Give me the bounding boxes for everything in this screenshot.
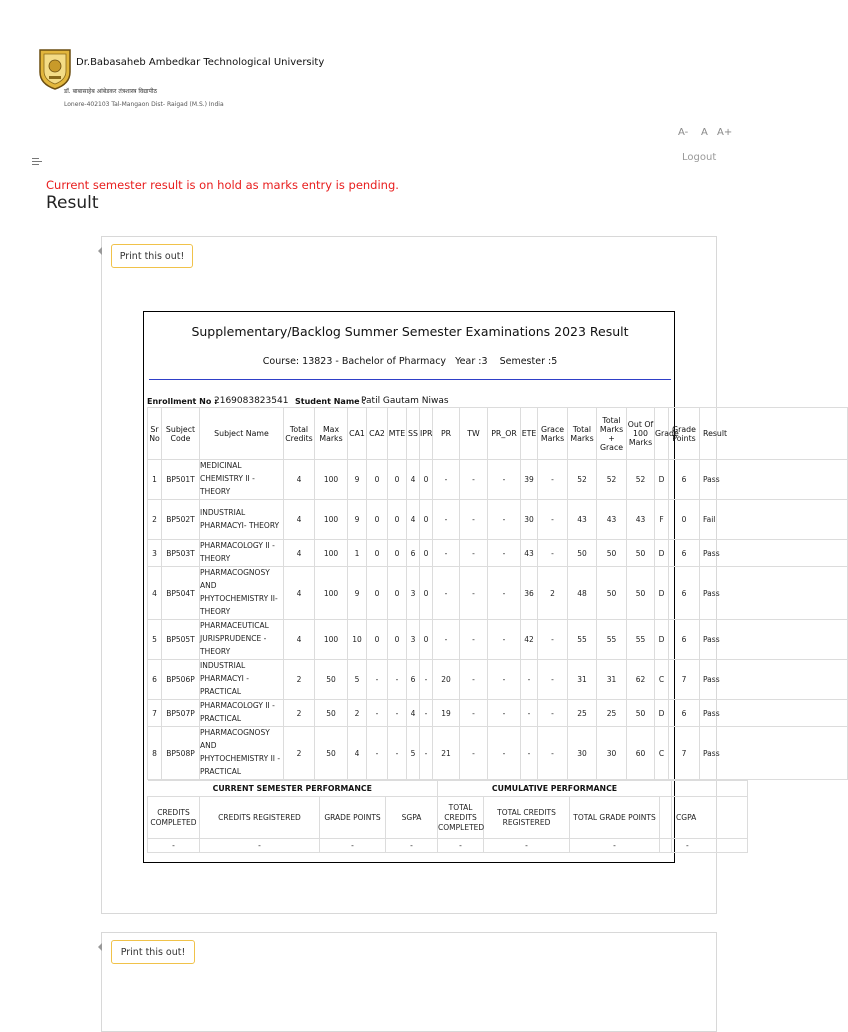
- cell: 5: [407, 727, 420, 780]
- cell: 100: [315, 567, 348, 620]
- cell: 43: [627, 500, 655, 540]
- perf-header: TOTAL CREDITS COMPLETED: [438, 797, 484, 839]
- perf-value: -: [570, 839, 660, 853]
- cell: -: [367, 727, 388, 780]
- cell: 0: [388, 540, 407, 567]
- col-header: TW: [460, 408, 488, 460]
- cell: 19: [433, 700, 460, 727]
- cell: 4: [407, 460, 420, 500]
- cell: 9: [348, 500, 367, 540]
- perf-value: -: [200, 839, 320, 853]
- cell: 20: [433, 660, 460, 700]
- cell: 2: [148, 500, 162, 540]
- cell: 4: [284, 540, 315, 567]
- perf-value: -: [484, 839, 570, 853]
- cell: F: [655, 500, 669, 540]
- cell: Fail: [700, 500, 848, 540]
- marks-header-row: [148, 408, 848, 460]
- cell: BP506P: [162, 660, 200, 700]
- cell: C: [655, 660, 669, 700]
- cell: Pass: [700, 700, 848, 727]
- cell: PHARMACOLOGY II - THEORY: [200, 540, 284, 567]
- cell: 6: [669, 540, 700, 567]
- cell: 9: [348, 567, 367, 620]
- enrollment-value: 2169083823541: [214, 396, 289, 406]
- cell: 1: [148, 460, 162, 500]
- cell: -: [488, 620, 521, 660]
- cell: 2: [538, 567, 568, 620]
- perf-header: CREDITS REGISTERED: [200, 797, 320, 839]
- table-row: [148, 660, 848, 700]
- font-increase-button[interactable]: A+: [717, 127, 733, 138]
- col-header: PR: [433, 408, 460, 460]
- cell: 39: [521, 460, 538, 500]
- cell: -: [538, 660, 568, 700]
- cell: 31: [597, 660, 627, 700]
- cell: 4: [284, 500, 315, 540]
- cell: 5: [148, 620, 162, 660]
- table-row: [148, 500, 848, 540]
- cell: BP504T: [162, 567, 200, 620]
- cell: -: [420, 660, 433, 700]
- collapse-arrow-icon[interactable]: [98, 247, 102, 255]
- table-row: [148, 540, 848, 567]
- cell: 55: [597, 620, 627, 660]
- cell: D: [655, 620, 669, 660]
- cell: 30: [568, 727, 597, 780]
- cell: 50: [627, 540, 655, 567]
- cell: 7: [669, 727, 700, 780]
- cell: 0: [367, 500, 388, 540]
- cell: 0: [367, 540, 388, 567]
- cell: 8: [148, 727, 162, 780]
- cumulative-performance-heading: CUMULATIVE PERFORMANCE: [438, 781, 672, 797]
- cell: 21: [433, 727, 460, 780]
- cell: INDUSTRIAL PHARMACYI - PRACTICAL: [200, 660, 284, 700]
- cell: 4: [284, 620, 315, 660]
- perf-header: TOTAL CREDITS REGISTERED: [484, 797, 570, 839]
- cell: -: [388, 700, 407, 727]
- cell: 100: [315, 460, 348, 500]
- cell: -: [538, 620, 568, 660]
- cell: 52: [627, 460, 655, 500]
- col-header: Total Marks + Grace: [597, 408, 627, 460]
- cell: -: [388, 727, 407, 780]
- cell: 0: [388, 460, 407, 500]
- cell: 0: [420, 500, 433, 540]
- university-name: Dr.Babasaheb Ambedkar Technological University: [76, 57, 325, 68]
- cell: -: [460, 500, 488, 540]
- cell: MEDICINAL CHEMISTRY II - THEORY: [200, 460, 284, 500]
- cell: 6: [669, 567, 700, 620]
- cell: 3: [148, 540, 162, 567]
- cell: 50: [315, 700, 348, 727]
- perf-header: TOTAL GRADE POINTS: [570, 797, 660, 839]
- cell: BP507P: [162, 700, 200, 727]
- result-card: [101, 932, 717, 1032]
- logout-link[interactable]: Logout: [682, 152, 717, 163]
- cell: BP505T: [162, 620, 200, 660]
- cell: 50: [568, 540, 597, 567]
- cell: -: [460, 540, 488, 567]
- cell: -: [488, 727, 521, 780]
- cell: 100: [315, 500, 348, 540]
- cell: Pass: [700, 540, 848, 567]
- cell: -: [538, 700, 568, 727]
- cell: 50: [315, 727, 348, 780]
- perf-header: GRADE POINTS: [320, 797, 386, 839]
- cell: 0: [388, 500, 407, 540]
- cell: -: [420, 700, 433, 727]
- perf-value: -: [672, 839, 748, 853]
- font-reset-button[interactable]: A: [701, 127, 708, 138]
- col-header: Total Marks: [568, 408, 597, 460]
- cell: 43: [597, 500, 627, 540]
- result-sheet: [143, 311, 728, 863]
- cell: D: [655, 700, 669, 727]
- cell: 25: [597, 700, 627, 727]
- cell: -: [538, 460, 568, 500]
- cell: D: [655, 540, 669, 567]
- cell: -: [488, 700, 521, 727]
- cell: 52: [568, 460, 597, 500]
- cell: D: [655, 567, 669, 620]
- cell: 4: [284, 567, 315, 620]
- cell: 55: [568, 620, 597, 660]
- cell: -: [488, 660, 521, 700]
- cell: 6: [669, 700, 700, 727]
- cell: BP508P: [162, 727, 200, 780]
- perf-value: -: [386, 839, 438, 853]
- cell: -: [433, 460, 460, 500]
- cell: 0: [420, 540, 433, 567]
- cell: 52: [597, 460, 627, 500]
- cell: 4: [348, 727, 367, 780]
- cell: PHARMACOLOGY II - PRACTICAL: [200, 700, 284, 727]
- cell: 0: [420, 460, 433, 500]
- table-row: [148, 460, 848, 500]
- col-header: Grade Points: [669, 408, 700, 460]
- cell: -: [538, 500, 568, 540]
- performance-section-row: [148, 781, 748, 797]
- cell: 3: [407, 620, 420, 660]
- cell: 50: [597, 540, 627, 567]
- cell: 0: [367, 567, 388, 620]
- cell: 0: [669, 500, 700, 540]
- cell: 50: [315, 660, 348, 700]
- col-header: Result: [700, 408, 848, 460]
- enrollment-label: Enrollment No :: [147, 397, 218, 406]
- col-header: Sr No: [148, 408, 162, 460]
- table-row: [148, 727, 848, 780]
- col-header: Max Marks: [315, 408, 348, 460]
- cell: -: [388, 660, 407, 700]
- cell: Pass: [700, 620, 848, 660]
- cell: -: [538, 727, 568, 780]
- cell: -: [460, 700, 488, 727]
- table-row: [148, 620, 848, 660]
- cell: Pass: [700, 460, 848, 500]
- cell: 4: [407, 700, 420, 727]
- cell: 0: [367, 620, 388, 660]
- performance-header-row: [148, 797, 748, 839]
- cell: 3: [407, 567, 420, 620]
- cell: 0: [420, 567, 433, 620]
- cell: 36: [521, 567, 538, 620]
- cell: Pass: [700, 660, 848, 700]
- perf-value: -: [320, 839, 386, 853]
- cell: 43: [521, 540, 538, 567]
- cell: 4: [284, 460, 315, 500]
- cell: 2: [348, 700, 367, 727]
- cell: -: [521, 700, 538, 727]
- cell: 6: [407, 540, 420, 567]
- cell: -: [488, 500, 521, 540]
- cell: 2: [284, 660, 315, 700]
- cell: 9: [348, 460, 367, 500]
- course-info: Course: 13823 - Bachelor of Pharmacy Year :3 Semester :5: [262, 356, 558, 367]
- cell: -: [521, 660, 538, 700]
- cell: 6: [669, 460, 700, 500]
- cell: BP501T: [162, 460, 200, 500]
- cell: -: [367, 700, 388, 727]
- cell: 100: [315, 540, 348, 567]
- cell: -: [521, 727, 538, 780]
- perf-value: -: [438, 839, 484, 853]
- cell: 5: [348, 660, 367, 700]
- cell: 7: [669, 660, 700, 700]
- col-header: ETE: [521, 408, 538, 460]
- cell: Pass: [700, 567, 848, 620]
- cell: 50: [627, 567, 655, 620]
- cell: BP503T: [162, 540, 200, 567]
- col-header: Subject Code: [162, 408, 200, 460]
- table-row: [148, 700, 848, 727]
- cell: 0: [367, 460, 388, 500]
- cell: -: [538, 540, 568, 567]
- cell: 50: [597, 567, 627, 620]
- print-button[interactable]: Print this out!: [111, 244, 193, 268]
- page-title: Result: [46, 193, 99, 213]
- student-name-value: Patil Gautam Niwas: [361, 396, 449, 406]
- cell: -: [433, 567, 460, 620]
- cell: 0: [388, 620, 407, 660]
- cell: 6: [669, 620, 700, 660]
- cell: 30: [597, 727, 627, 780]
- cell: PHARMACOGNOSY AND PHYTOCHEMISTRY II- THEORY: [200, 567, 284, 620]
- cell: 4: [148, 567, 162, 620]
- cell: 1: [348, 540, 367, 567]
- divider: [149, 379, 671, 380]
- col-header: PR_OR: [488, 408, 521, 460]
- cell: -: [433, 500, 460, 540]
- print-button[interactable]: Print this out!: [111, 940, 195, 964]
- perf-header: CREDITS COMPLETED: [148, 797, 200, 839]
- cell: [660, 839, 672, 853]
- cell: 30: [521, 500, 538, 540]
- cell: BP502T: [162, 500, 200, 540]
- university-name-hindi: डॉ. बाबासाहेब आंबेडकर तंत्रशास्त्र विद्यापीठ: [64, 88, 157, 95]
- cell: PHARMACOGNOSY AND PHYTOCHEMISTRY II -PRACTICAL: [200, 727, 284, 780]
- cell: 0: [388, 567, 407, 620]
- cell: -: [488, 567, 521, 620]
- cell: Pass: [700, 727, 848, 780]
- cell: -: [460, 460, 488, 500]
- col-header: SS: [407, 408, 420, 460]
- col-header: Out Of 100 Marks: [627, 408, 655, 460]
- perf-value: -: [148, 839, 200, 853]
- cell: -: [460, 660, 488, 700]
- cell: -: [460, 567, 488, 620]
- col-header: Grace Marks: [538, 408, 568, 460]
- cell: 55: [627, 620, 655, 660]
- menu-icon[interactable]: [32, 158, 42, 166]
- font-decrease-button[interactable]: A-: [678, 127, 689, 138]
- cell: C: [655, 727, 669, 780]
- cell: 0: [420, 620, 433, 660]
- sheet-title: Supplementary/Backlog Summer Semester Examinations 2023 Result: [191, 324, 629, 339]
- cell: 7: [148, 700, 162, 727]
- cell: -: [460, 620, 488, 660]
- performance-values-row: [148, 839, 748, 853]
- cell: -: [367, 660, 388, 700]
- cell: -: [460, 727, 488, 780]
- university-address: Lonere-402103 Tal-Mangaon Dist- Raigad (M.S.) India: [64, 101, 224, 108]
- col-header: CA2: [367, 408, 388, 460]
- cell: 2: [284, 700, 315, 727]
- cell: 31: [568, 660, 597, 700]
- cell: -: [433, 620, 460, 660]
- cell: -: [420, 727, 433, 780]
- cell: 10: [348, 620, 367, 660]
- cell: 100: [315, 620, 348, 660]
- collapse-arrow-icon[interactable]: [98, 943, 102, 951]
- cell: 6: [148, 660, 162, 700]
- cell: INDUSTRIAL PHARMACYI- THEORY: [200, 500, 284, 540]
- cell: 4: [407, 500, 420, 540]
- performance-table: [147, 780, 748, 853]
- cell: -: [433, 540, 460, 567]
- cell: 43: [568, 500, 597, 540]
- cell: -: [488, 540, 521, 567]
- table-row: [148, 567, 848, 620]
- col-header: Grade: [655, 408, 669, 460]
- university-logo: [38, 48, 72, 90]
- cell: -: [488, 460, 521, 500]
- perf-header: SGPA: [386, 797, 438, 839]
- col-header: Total Credits: [284, 408, 315, 460]
- col-header: IPR: [420, 408, 433, 460]
- cell: 50: [627, 700, 655, 727]
- cell: 25: [568, 700, 597, 727]
- student-name-label: Student Name :: [295, 397, 366, 406]
- cell: 48: [568, 567, 597, 620]
- cell: [660, 797, 672, 839]
- marks-table: [147, 407, 848, 780]
- current-semester-performance-heading: CURRENT SEMESTER PERFORMANCE: [148, 781, 438, 797]
- cell: 6: [407, 660, 420, 700]
- col-header: CA1: [348, 408, 367, 460]
- result-on-hold-notice: Current semester result is on hold as marks entry is pending.: [46, 178, 399, 192]
- cell: 60: [627, 727, 655, 780]
- col-header: Subject Name: [200, 408, 284, 460]
- cell: D: [655, 460, 669, 500]
- cell: 42: [521, 620, 538, 660]
- perf-header: CGPA: [672, 797, 748, 839]
- cell: [672, 781, 748, 797]
- col-header: MTE: [388, 408, 407, 460]
- cell: 62: [627, 660, 655, 700]
- cell: PHARMACEUTICAL JURISPRUDENCE - THEORY: [200, 620, 284, 660]
- cell: 2: [284, 727, 315, 780]
